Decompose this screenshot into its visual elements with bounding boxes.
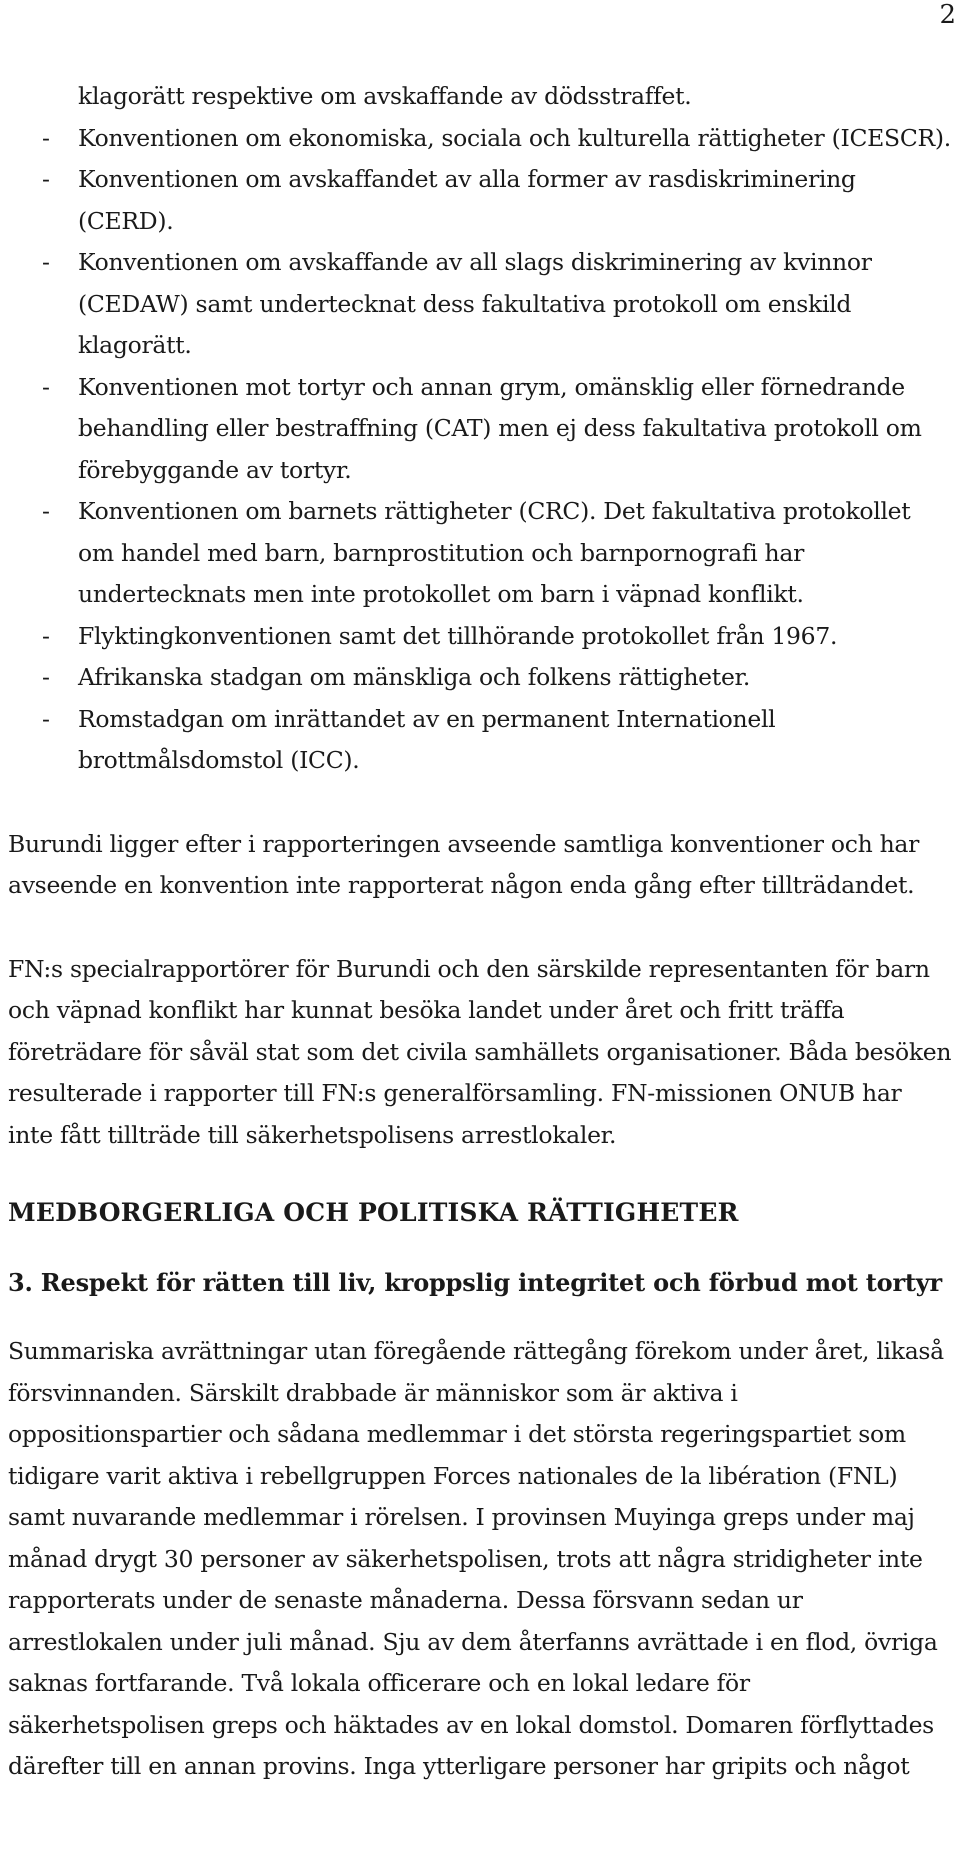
list-dash: -	[42, 123, 50, 152]
list-item	[8, 159, 952, 242]
document-body	[8, 76, 952, 1788]
subsection-heading: 3. Respekt för rätten till liv, kroppslig integritet och förbud mot tortyr	[8, 1267, 942, 1297]
list-item-text: Konventionen mot tortyr och annan grym, omänsklig eller förnedrande behandling eller bestraffning (CAT) men ej dess fakultativa protokoll om förebyggande av tortyr.	[78, 372, 922, 484]
convention-list	[8, 118, 952, 782]
section-heading: MEDBORGERLIGA OCH POLITISKA RÄTTIGHETER	[8, 1198, 739, 1227]
list-item	[8, 118, 952, 160]
list-item	[8, 242, 952, 367]
list-dash: -	[42, 372, 50, 401]
list-dash: -	[42, 621, 50, 650]
paragraph-rapporteurs: FN:s specialrapportörer för Burundi och den särskilde representanten för barn och väpnad konflikt har kunnat besöka landet under året och fritt träffa företrädare för såväl stat som det civila samhällets organisationer. Båda besöken resulterade i rapporter till FN:s generalförsamling. FN-missionen ONUB har inte fått tillträde till säkerhetspolisens arrestlokaler.	[8, 954, 952, 1149]
list-dash: -	[42, 663, 50, 691]
continuation-line: klagorätt respektive om avskaffande av dödsstraffet.	[78, 82, 692, 110]
paragraph-reporting: Burundi ligger efter i rapporteringen avseende samtliga konventioner och har avseende en konvention inte rapporterat någon enda gång efter tillträdandet.	[8, 829, 920, 899]
list-dash: -	[42, 165, 50, 193]
list-item-text: Konventionen om ekonomiska, sociala och kulturella rättigheter (ICESCR).	[78, 123, 951, 152]
list-item-text: Konventionen om barnets rättigheter (CRC). Det fakultativa protokollet om handel med barn, barnprostitution och barnpornografi har undertecknats men inte protokollet om barn i väpnad konflikt.	[78, 497, 911, 608]
list-item	[8, 616, 952, 658]
page-number: 2	[939, 0, 956, 30]
list-dash: -	[42, 497, 50, 525]
paragraph-executions: Summariska avrättningar utan föregående rättegång förekom under året, likaså försvinnanden. Särskilt drabbade är människor som är aktiva i oppositionspartier och sådana medlemmar i det största regeringspartiet som tidigare varit aktiva i rebellgruppen Forces nationales de la libération (FNL) samt nuvarande medlemmar i rörelsen. I provinsen Muyinga greps under maj månad drygt 30 personer av säkerhetspolisen, trots att några stridigheter inte rapporterats under de senaste månaderna. Dessa försvann sedan ur arrestlokalen under juli månad. Sju av dem återfanns avrättade i en flod, övriga saknas fortfarande. Två lokala officerare och en lokal ledare för säkerhetspolisen greps och häktades av en lokal domstol. Domaren förflyttades därefter till en annan provins. Inga ytterligare personer har gripits och något	[8, 1337, 944, 1780]
list-item-text: Konventionen om avskaffandet av alla former av rasdiskriminering (CERD).	[78, 165, 856, 235]
list-item-text: Flyktingkonventionen samt det tillhörande protokollet från 1967.	[78, 621, 838, 650]
list-dash: -	[42, 704, 50, 733]
list-dash: -	[42, 248, 50, 276]
list-item	[8, 491, 952, 616]
list-item	[8, 657, 952, 699]
list-item-text: Afrikanska stadgan om mänskliga och folkens rättigheter.	[78, 663, 751, 691]
list-item-text: Konventionen om avskaffande av all slags diskriminering av kvinnor (CEDAW) samt undertecknat dess fakultativa protokoll om enskild klagorätt.	[78, 248, 872, 359]
list-item	[8, 699, 952, 782]
list-item	[8, 367, 952, 492]
list-item-text: Romstadgan om inrättandet av en permanent Internationell brottmålsdomstol (ICC).	[78, 704, 776, 774]
